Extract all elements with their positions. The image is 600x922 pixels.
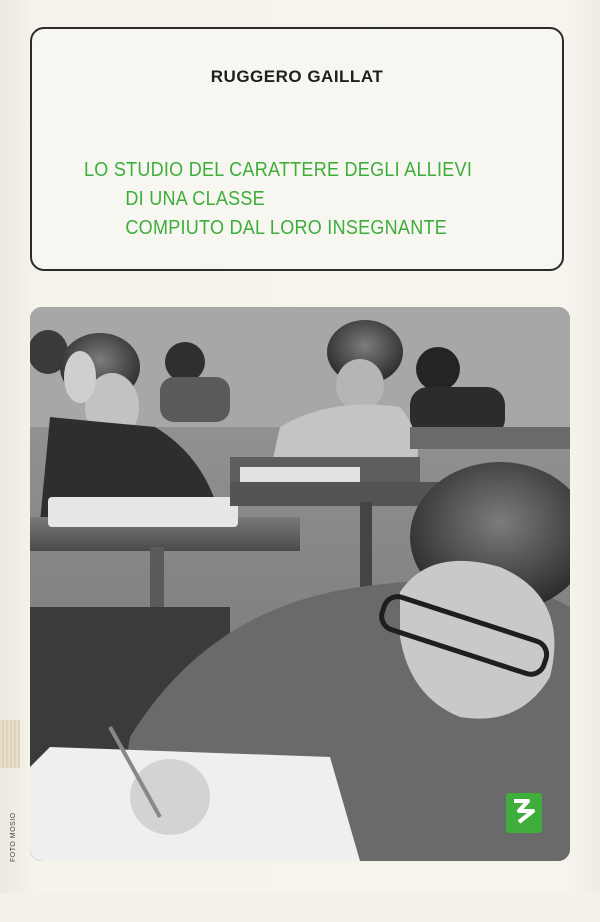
classroom-photo-illustration (30, 307, 570, 861)
book-title (84, 156, 498, 243)
title-line-2: DI UNA CLASSE (125, 188, 265, 210)
title-line-3: COMPIUTO DAL LORO INSEGNANTE (125, 217, 448, 239)
cover-photo (30, 307, 570, 861)
photo-credit-text: FOTO MOSIO (10, 812, 17, 862)
library-sticker (0, 720, 20, 768)
sei-logo-icon (506, 793, 542, 833)
title-box (30, 27, 564, 271)
title-line-1: LO STUDIO DEL CARATTERE DEGLI ALLIEVI (84, 159, 473, 181)
author-name: RUGGERO GAILLAT (210, 67, 384, 86)
sei-publisher-logo (506, 793, 542, 833)
photo-credit (10, 812, 22, 922)
